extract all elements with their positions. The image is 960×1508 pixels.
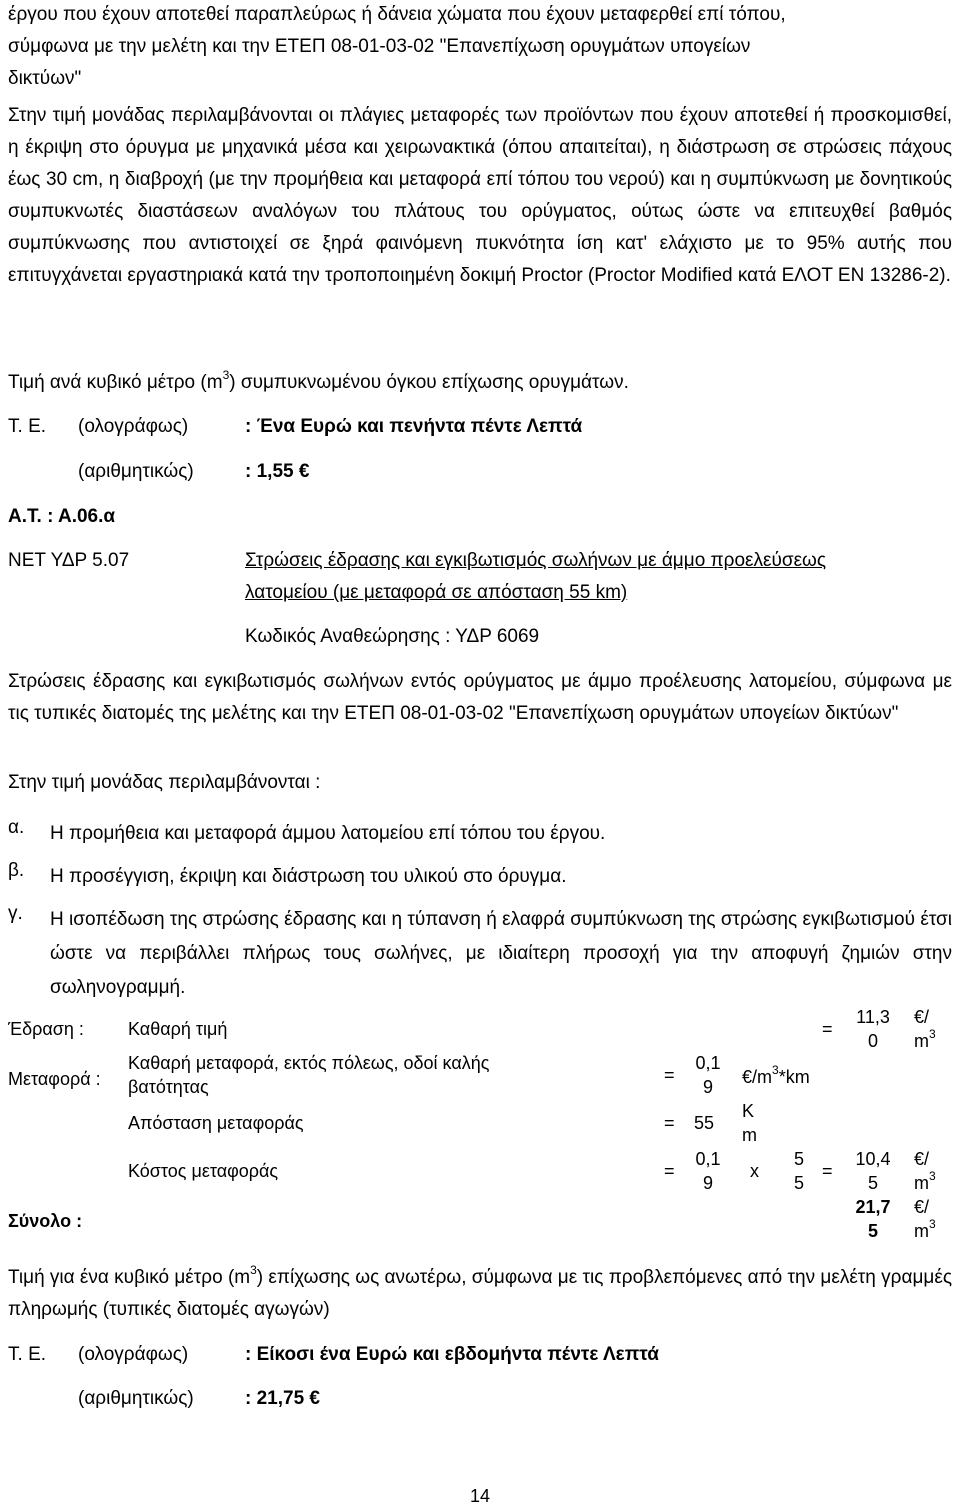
intro-line-1: έργου που έχουν αποτεθεί παραπλεύρως ή δάνεια χώματα που έχουν μεταφερθεί επί τόπου, [8,4,786,25]
price1-words-value: : Ένα Ευρώ και πενήντα πέντε Λεπτά [245,416,583,437]
synolo-value-1: 21,7 [855,1197,891,1217]
metafora-label: Μεταφορά : [8,1069,101,1089]
item-revision: Κωδικός Αναθεώρησης : ΥΔΡ 6069 [245,626,540,647]
price2-words-value: : Είκοσι ένα Ευρώ και εβδομήντα πέντε Λεπτά [245,1344,659,1365]
kostos-times: x [750,1161,759,1181]
edrasi-label: Έδραση : [8,1019,84,1039]
closing-paragraph: Τιμή για ένα κυβικό μέτρο $(m^3)$ επίχωσης ως ανωτέρω, σύμφωνα με τις προβλεπόμενες από την μελέτη γραμμές πληρωμής (τυπικές διατομές αγωγών) [8,1262,952,1320]
intro-line-2: σύμφωνα με την μελέτη και την ΕΤΕΠ 08-01-03-02 "Επανεπίχωση ορυγμάτων υπογείων [8,36,751,57]
price2-te: Τ. Ε. [8,1344,47,1365]
item-at-code: Α.Τ. : Α.06.α [8,506,116,527]
synolo-unit-1: €/ [914,1197,930,1217]
kostos-equals-2: = [822,1161,833,1181]
item-title-line-2: λατομείου (με μεταφορά σε απόσταση 55 km) [245,582,628,603]
list-item: γ. Η ισοπέδωση της στρώσης έδρασης και η τύπανση ή ελαφρά συμπύκνωση της στρώσης εγκιβωτισμού έτσι ώστε να περιβάλλει πλήρως τους σωλήνες, με ιδιαίτερη προσοχή για την αποφυγή ζημιών στην σωληνογραμμή. [8,903,952,998]
includes-heading: Στην τιμή μονάδας περιλαμβάνονται : [8,772,321,793]
apostasi-equals: = [664,1113,675,1133]
metafora-unit: $€/m^3*km$ [742,1063,810,1087]
price1-num-value: : 1,55 € [245,461,310,482]
synolo-value-2: 5 [867,1221,878,1241]
intro-paragraph: Στην τιμή μονάδας περιλαμβάνονται οι πλάγιες μεταφορές των προϊόντων που έχουν αποτεθεί ή προσκομισθεί, η έκριψη στο όρυγμα με μηχανικά μέσα και χειρωνακτικά (όπου απαιτείται), η διάστρωση σε στρώσεις πάχους έως 30 cm, η διαβροχή (με την προμήθεια και μεταφορά επί τόπου του νερού) και η συμπύκνωση με δονητικούς συμπυκνωτές διαστάσεων αναλόγων του πλάτους του ορύγματος, ούτως ώστε να επιτευχθεί βαθμός συμπύκνωσης που αντιστοιχεί σε ξηρά φαινόμενη πυκνότητα ίση κατ' ελάχιστο με το 95% αυτής που επιτυγχάνεται εργαστηριακά κατά την τροποποιημένη δοκιμή Proctor (Proctor Modified κατά ΕΛΟΤ ΕΝ 13286-2). [8,105,952,286]
kostos-value-2: 9 [702,1173,713,1193]
edrasi-value-1: 11,3 [856,1007,890,1027]
cost-calculation [8,1000,952,1245]
page-number: 14 [469,1486,491,1506]
metafora-value-2: 9 [702,1077,713,1097]
item-code: ΝΕΤ ΥΔΡ 5.07 [8,550,130,571]
price2-num-label: (αριθμητικώς) [78,1388,194,1409]
metafora-equals: = [664,1065,675,1085]
metafora-text-1: Καθαρή μεταφορά, εκτός πόλεως, οδοί καλής [128,1053,490,1073]
intro-line-3: δικτύων" [8,68,82,89]
synolo-unit-2: $m^3$ [914,1217,936,1241]
kostos-unit-1: €/ [914,1149,930,1169]
edrasi-unit-1: €/ [914,1007,930,1027]
price1-num-label: (αριθμητικώς) [78,461,194,482]
metafora-value-1: 0,1 [695,1053,721,1073]
price2-words-label: (ολογράφως) [78,1344,189,1365]
kostos-unit-2: $m^3$ [914,1169,936,1193]
synolo-label: Σύνολο : [8,1211,83,1231]
kostos-text: Κόστος μεταφοράς [128,1161,279,1181]
unit-description: Τιμή ανά κυβικό μέτρο $(m^3)$ συμπυκνωμένου όγκου επίχωσης ορυγμάτων. [8,367,629,393]
apostasi-value: 55 [694,1113,715,1133]
kostos-multiplier-1: 5 [794,1149,805,1169]
kostos-multiplier-2: 5 [794,1173,805,1193]
edrasi-value-2: 0 [867,1031,878,1051]
kostos-result-2: 5 [867,1173,878,1193]
edrasi-equals: = [822,1019,833,1039]
price1-words-label: (ολογράφως) [78,416,189,437]
kostos-equals: = [664,1161,675,1181]
apostasi-unit-1: K [742,1101,755,1121]
edrasi-text: Καθαρή τιμή [128,1019,228,1039]
kostos-value-1: 0,1 [695,1149,721,1169]
price1-te: Τ. Ε. [8,416,47,437]
kostos-result-1: 10,4 [855,1149,891,1169]
edrasi-unit-2: $m^3$ [914,1027,936,1051]
item-title-line-1: Στρώσεις έδρασης και εγκιβωτισμός σωλήνων με άμμο προελεύσεως [245,550,827,571]
metafora-text-2: βατότητας [128,1077,209,1097]
price2-num-value: : 21,75 € [245,1388,320,1409]
apostasi-unit-2: m [742,1125,757,1145]
apostasi-text: Απόσταση μεταφοράς [128,1113,304,1133]
item-description: Στρώσεις έδρασης και εγκιβωτισμός σωλήνων εντός ορύγματος με άμμο προέλευσης λατομείου, σύμφωνα με τις τυπικές διατομές της μελέτης και την ΕΤΕΠ 08-01-03-02 "Επανεπίχωση ορυγμάτων υπογείων δικτύων" [8,671,952,724]
